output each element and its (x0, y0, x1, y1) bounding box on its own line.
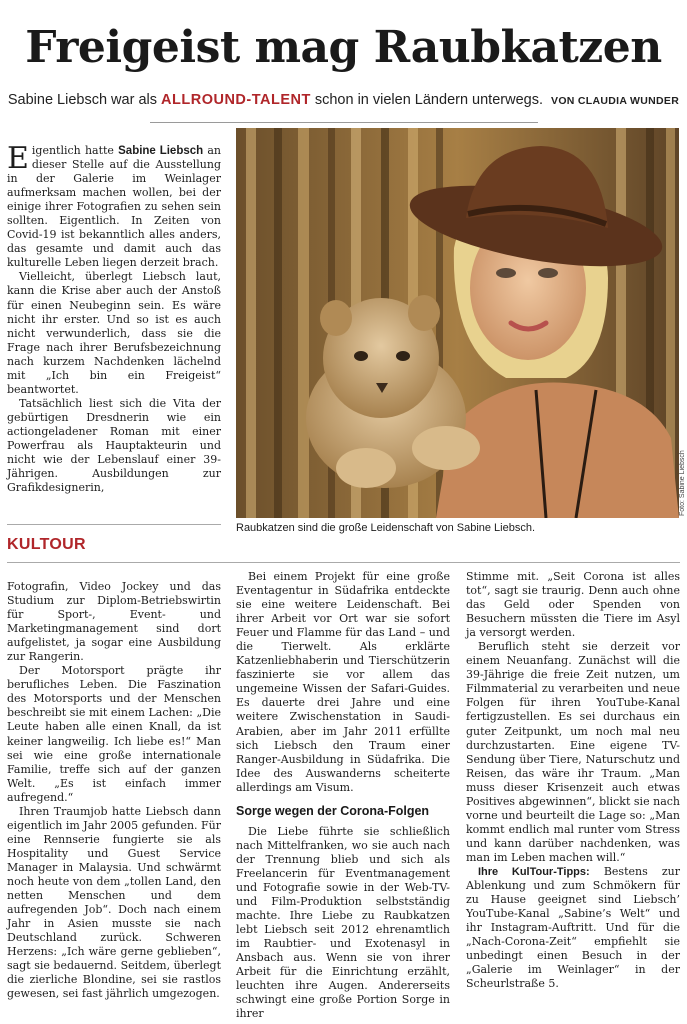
article-photo (236, 128, 679, 518)
subheadline (0, 92, 687, 108)
photo-credit: Foto: Sabine Liebsch (679, 450, 686, 516)
intro-p1-rest: an dieser Stelle auf die Ausstellung in der Galerie im Weinlager aufmerksam machen wollen, bei der einige ihrer Fotografien zu sehen sein sollten. Eigentlich. In Zeiten von Covid-19 ist bekanntlich alles anders, das gesamte und damit auch das kulturelle Leben liegen derzeit brach. (7, 144, 221, 270)
tips-text: Bestens zur Ablenkung und zum Schmökern für zu Hause geeignet sind Liebsch’ YouTube-Kanal „Sabine’s Welt“ und ihr Instagram-Auftritt. Und für die „Nach-Corona-Zeit“ empfiehlt sie unbedingt einen Besuch in der „Galerie im Weinlager“ in der Scheurlstraße 5. (466, 864, 681, 991)
subline-highlight: ALLROUND-TALENT (161, 92, 311, 108)
col2-paragraph-2: Die Liebe führte sie schließlich nach Mittelfranken, wo sie auch nach der Trennung blieb und sich als Freelancerin für Eventmanagement und Fotografie sowie in der Web-TV- und Film-Produktion selbstständig machte. Ihre Liebe zu Raubkatzen lebt Liebsch seit 2012 ehrenamtlich im Raubtier- und Exotenasyl in Ansbach aus. Wenn sie von ihrer Arbeit für die Einrichtung erzählt, leuchten ihre Augen. Andererseits schwingt eine große Portion Sorge in ihrer (236, 824, 450, 1021)
section-divider-top (7, 524, 221, 525)
photo-caption: Raubkatzen sind die große Leidenschaft von Sabine Liebsch. (236, 522, 536, 534)
subline-text-before: Sabine Liebsch war als (7, 92, 162, 108)
col3-tips (466, 865, 680, 991)
intro-p1-start: igentlich hatte (31, 144, 119, 157)
subline-text-after: schon in vielen Ländern unterwegs. (310, 92, 543, 108)
section-subheading: Sorge wegen der Corona-Folgen (236, 803, 430, 818)
intro-paragraph-2: Vielleicht, überlegt Liebsch laut, kann die Krise aber auch der Anstoß für einen Neubeginn sein. Es wäre nicht ihr erster. Und so ist es auch nicht verwunderlich, dass sie die Frage nach ihrer Berufsbezeichnung nach kurzem Nachdenken lächelnd mit „Ich bin ein Freigeist“ beantwortet. (7, 270, 221, 396)
col1-paragraph-1: Fotografin, Video Jockey und das Studium zur Diplom-Betriebswirtin für Sport-, Event- und Marketingmanagement sind dort aufgelistet, ja sogar eine Ausbildung zur Rangerin. (7, 580, 221, 664)
byline: VON CLAUDIA WUNDER (551, 95, 680, 107)
intro-paragraph-3: Tatsächlich liest sich die Vita der gebürtigen Dresdnerin wie ein actiongeladener Roman mit einer Powerfrau als Hauptakteurin und nicht wie der Lebenslauf einer 39-Jährigen. Ausbildungen zur Grafikdesignerin, (7, 396, 221, 495)
person-name: Sabine Liebsch (118, 145, 204, 157)
intro-paragraph-1 (7, 141, 221, 270)
col3-paragraph-1: Stimme mit. „Seit Corona ist alles tot“, sagt sie traurig. Denn auch ohne das Geld oder Spenden von Besuchern müssten die Tiere im Asyl ja versorgt werden. (466, 570, 680, 640)
col3-paragraph-2: Beruflich steht sie derzeit vor einem Neuanfang. Zunächst will die 39-Jährige die freie Zeit nutzen, um Filmmaterial zu verarbeiten und neue Folgen für ihren YouTube-Kanal fertigzustellen. Es sei durchaus ein guter Zeitpunkt, um noch mal neu durchzustarten. Eine eigene TV-Sendung über Tiere, Naturschutz und Reisen, das wäre ihr Traum. „Man muss dieser Krisenzeit auch etwas Positives abgewinnen“, blickt sie nach vorne und beurteilt die Lage so: „Man kommt endlich mal runter vom Stress und kann darüber nachdenken, was man im Leben machen will.“ (466, 640, 680, 864)
headline: Freigeist mag Raubkatzen (25, 22, 662, 73)
col2-paragraph-1: Bei einem Projekt für eine große Eventagentur in Südafrika entdeckte sie eine weitere Leidenschaft. Bei ihrer Arbeit vor Ort war sie sofort Feuer und Flamme für das Land – und die Tierwelt. Als erklärte Katzenliebhaberin und Tierschützerin faszinierte sie vor allem das ungemeine Wissen der Safari-Guides. Es dauerte drei Jahre und eine weitere Zwischenstation in Saudi-Arabien, aber im Jahr 2011 erfüllte sich Liebsch den Traum einer Ranger-Ausbildung in Südafrika. Die Idee des Auswanderns scheiterte allerdings am Visum. (236, 570, 450, 794)
article-column-3 (466, 570, 680, 991)
photo-illustration (236, 128, 679, 518)
section-label: KULTOUR (7, 536, 86, 553)
col1-paragraph-2: Der Motorsport prägte ihr berufliches Leben. Die Faszination des Motorsports und der Menschen beschreibt sie mit einem Lachen: „Die Leute haben alle einen Knall, da ist keiner langweilig. Ich liebe es!“ Man sei wie eine große internationale Familie, treffe sich auf der ganzen Welt. „Es ist einfach immer aufregend.“ (7, 664, 221, 804)
tips-label: Ihre KulTour-Tipps: (478, 865, 590, 878)
article-column-2 (236, 570, 450, 1021)
intro-column (7, 141, 221, 495)
col1-paragraph-3: Ihren Traumjob hatte Liebsch dann eigentlich im Jahr 2005 gefunden. Für eine Rennserie fungierte sie als Hospitality und Guest Service Manager in Malaysia. Und schwärmt noch heute von dem „tollen Land, den netten Menschen und dem aufregenden Job“. Doch nach einem Jahr in Asien musste sie nach Deutschland zurück. Schweren Herzens: „Ich wäre gerne geblieben“, sagt sie bedauernd. Seitdem, überlegt die zierliche Blondine, sei sie rastlos gewesen, sei fast jährlich umgezogen. (7, 804, 222, 1001)
article-column-1 (7, 580, 221, 1001)
subline-divider (150, 122, 538, 123)
drop-cap: E (7, 141, 29, 176)
section-divider-bottom (7, 562, 680, 563)
